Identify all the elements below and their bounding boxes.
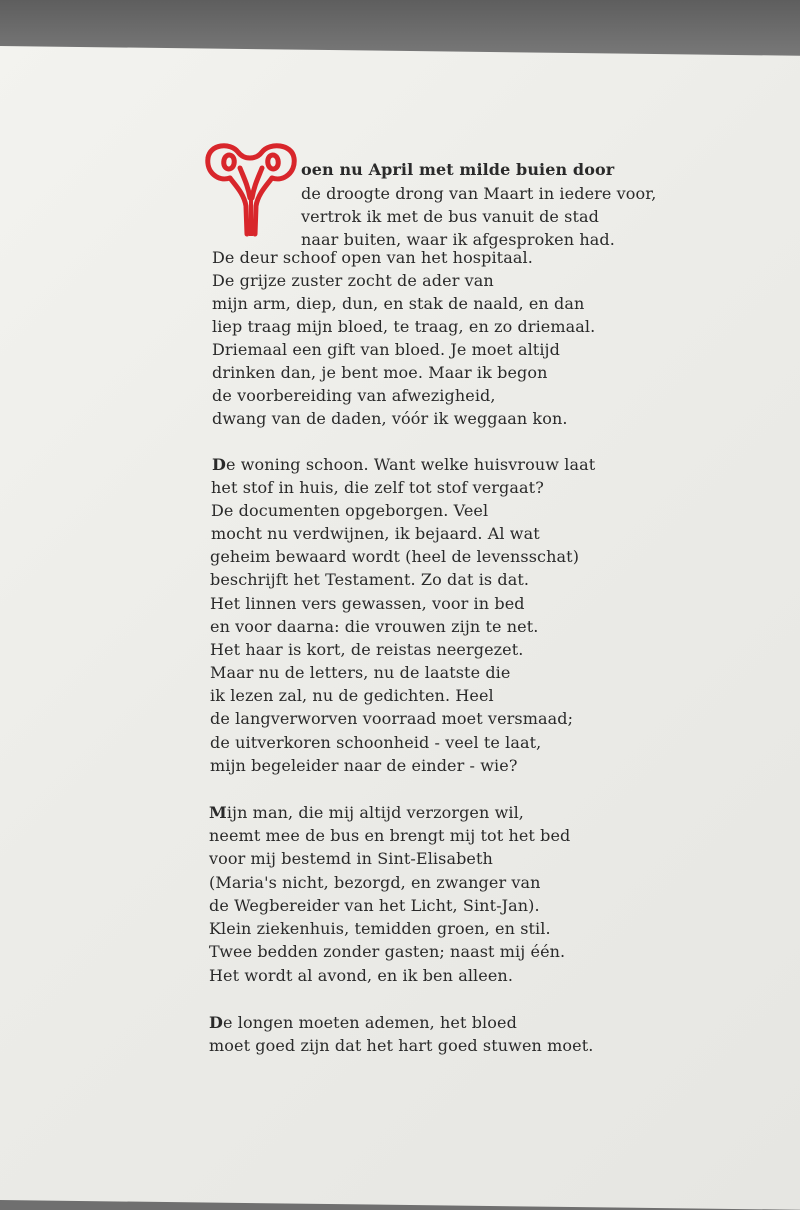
poem-line: neemt mee de bus en brengt mij tot het bed — [209, 826, 571, 845]
poem-line: De documenten opgeborgen. Veel — [211, 501, 489, 520]
poem-line: Twee bedden zonder gasten; naast mij één. — [209, 942, 566, 961]
poem-line: Het haar is kort, de reistas neergezet. — [210, 640, 524, 659]
decorative-initial-t — [200, 138, 300, 238]
poem-line: Mijn man, die mij altijd verzorgen wil, — [209, 803, 524, 822]
poem-line: de langverworven voorraad moet versmaad; — [210, 709, 574, 728]
poem-line: Het linnen vers gewassen, voor in bed — [210, 594, 525, 613]
poem-line: De deur schoof open van het hospitaal. — [212, 248, 533, 267]
poem-line: Het wordt al avond, en ik ben alleen. — [209, 966, 514, 985]
poem-line: De longen moeten ademen, het bloed — [209, 1013, 517, 1032]
poem-line: ik lezen zal, nu de gedichten. Heel — [210, 686, 494, 705]
poem-line: mocht nu verdwijnen, ik bejaard. Al wat — [211, 524, 540, 543]
poem-line: De woning schoon. Want welke huisvrouw laat — [212, 455, 596, 474]
poem-line: mijn arm, diep, dun, en stak de naald, en dan — [212, 294, 585, 313]
poem-line: de droogte drong van Maart in iedere voor, — [301, 184, 657, 203]
poem-line: Maar nu de letters, nu de laatste die — [210, 663, 511, 682]
stanza-initial: D — [212, 455, 226, 474]
poem-line: dwang van de daden, vóór ik weggaan kon. — [212, 409, 568, 428]
poem-line: mijn begeleider naar de einder - wie? — [210, 756, 518, 775]
poem-line: (Maria's nicht, bezorgd, en zwanger van — [209, 873, 541, 892]
poem-line: liep traag mijn bloed, te traag, en zo driemaal. — [212, 317, 596, 336]
stanza-initial: D — [209, 1013, 223, 1032]
poem-line: beschrijft het Testament. Zo dat is dat. — [210, 570, 530, 589]
poem-line: de Wegbereider van het Licht, Sint-Jan). — [209, 896, 540, 915]
poem-line: De grijze zuster zocht de ader van — [212, 271, 494, 290]
poem-line: Driemaal een gift van bloed. Je moet altijd — [212, 340, 560, 359]
poem-line: geheim bewaard wordt (heel de levensschat) — [210, 547, 580, 566]
poem-line: voor mij bestemd in Sint-Elisabeth — [209, 849, 493, 868]
poem-line: naar buiten, waar ik afgesproken had. — [301, 230, 615, 249]
poem-line: oen nu April met milde buien door — [301, 160, 615, 179]
poem-line: de uitverkoren schoonheid - veel te laat, — [210, 733, 542, 752]
poem-line: het stof in huis, die zelf tot stof vergaat? — [211, 478, 544, 497]
poem-line: vertrok ik met de bus vanuit de stad — [301, 207, 599, 226]
poem-line: Klein ziekenhuis, temidden groen, en stil. — [209, 919, 551, 938]
stanza-initial: M — [209, 803, 227, 822]
poem-line: en voor daarna: die vrouwen zijn te net. — [210, 617, 539, 636]
poem-line: de voorbereiding van afwezigheid, — [212, 386, 496, 405]
poem-line: moet goed zijn dat het hart goed stuwen moet. — [209, 1036, 594, 1055]
poem-line: drinken dan, je bent moe. Maar ik begon — [212, 363, 548, 382]
